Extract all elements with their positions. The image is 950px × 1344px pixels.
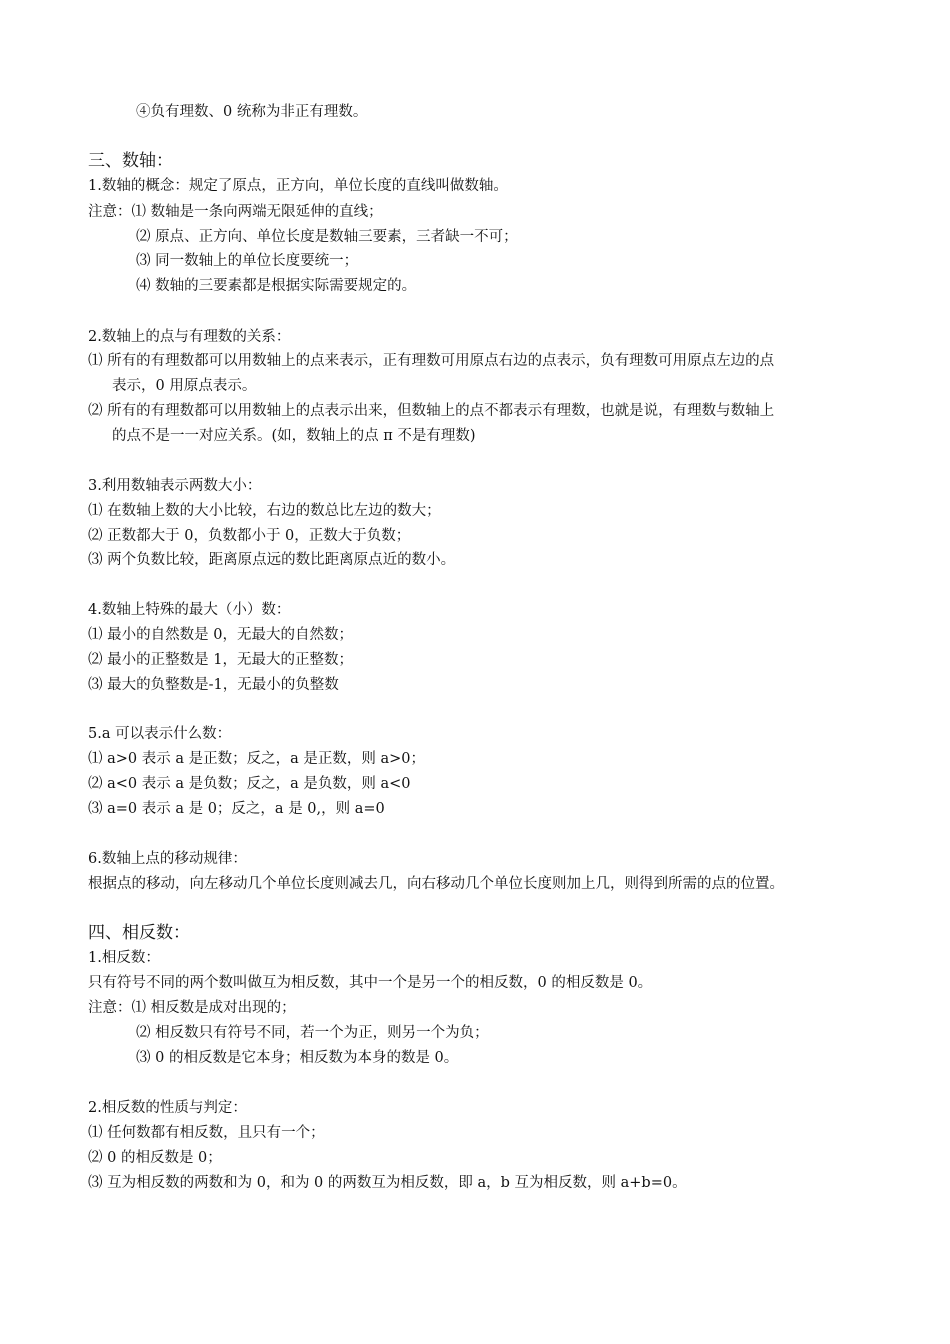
opposite-numbers-definition: 只有符号不同的两个数叫做互为相反数，其中一个是另一个的相反数，0 的相反数是 0。 bbox=[88, 975, 653, 991]
number-line-note-4: ⑷ 数轴的三要素都是根据实际需要规定的。 bbox=[136, 278, 417, 294]
special-numbers-title: 4.数轴上特殊的最大（小）数： bbox=[88, 602, 291, 618]
compare-item-1: ⑴ 在数轴上数的大小比较，右边的数总比左边的数大； bbox=[88, 503, 441, 519]
point-movement-title: 6.数轴上点的移动规律： bbox=[88, 851, 247, 867]
number-line-note-2: ⑵ 原点、正方向、单位长度是数轴三要素，三者缺一不可； bbox=[136, 229, 518, 245]
special-numbers-item-2: ⑵ 最小的正整数是 1，无最大的正整数； bbox=[88, 652, 353, 668]
compare-item-3: ⑶ 两个负数比较，距离原点远的数比距离原点近的数小。 bbox=[88, 552, 456, 568]
compare-title: 3.利用数轴表示两数大小： bbox=[88, 478, 262, 494]
number-line-concept: 1.数轴的概念：规定了原点，正方向，单位长度的直线叫做数轴。 bbox=[88, 178, 508, 194]
nonpositive-rational-item: ④负有理数、0 统称为非正有理数。 bbox=[136, 104, 368, 120]
variable-a-item-1: ⑴ a>0 表示 a 是正数；反之，a 是正数，则 a>0； bbox=[88, 751, 425, 767]
point-rational-relation-1a: ⑴ 所有的有理数都可以用数轴上的点来表示，正有理数可用原点右边的点表示，负有理数可用原点左边的点 bbox=[88, 353, 775, 369]
special-numbers-item-1: ⑴ 最小的自然数是 0，无最大的自然数； bbox=[88, 627, 353, 643]
number-line-note-1: 注意：⑴ 数轴是一条向两端无限延伸的直线； bbox=[88, 204, 383, 220]
opposite-numbers-note-1: 注意：⑴ 相反数是成对出现的； bbox=[88, 1000, 296, 1016]
variable-a-item-3: ⑶ a=0 表示 a 是 0；反之，a 是 0,，则 a=0 bbox=[88, 801, 385, 817]
number-line-note-3: ⑶ 同一数轴上的单位长度要统一； bbox=[136, 253, 359, 269]
opposite-properties-item-2: ⑵ 0 的相反数是 0； bbox=[88, 1150, 222, 1166]
section-opposite-numbers-title: 四、相反数： bbox=[88, 923, 190, 943]
point-rational-relation-title: 2.数轴上的点与有理数的关系： bbox=[88, 329, 291, 345]
opposite-numbers-note-3: ⑶ 0 的相反数是它本身；相反数为本身的数是 0。 bbox=[136, 1050, 459, 1066]
opposite-properties-item-3: ⑶ 互为相反数的两数和为 0，和为 0 的两数互为相反数，即 a，b 互为相反数，则 a+b=0。 bbox=[88, 1175, 687, 1191]
opposite-properties-item-1: ⑴ 任何数都有相反数，且只有一个； bbox=[88, 1125, 325, 1141]
opposite-properties-title: 2.相反数的性质与判定： bbox=[88, 1100, 247, 1116]
section-number-line-title: 三、数轴： bbox=[88, 151, 173, 171]
point-movement-text: 根据点的移动，向左移动几个单位长度则减去几，向右移动几个单位长度则加上几，则得到所需的点的位置。 bbox=[88, 876, 784, 892]
opposite-numbers-note-2: ⑵ 相反数只有符号不同，若一个为正，则另一个为负； bbox=[136, 1025, 489, 1041]
special-numbers-item-3: ⑶ 最大的负整数是-1，无最小的负整数 bbox=[88, 677, 339, 693]
variable-a-item-2: ⑵ a<0 表示 a 是负数；反之，a 是负数，则 a<0 bbox=[88, 776, 411, 792]
opposite-numbers-subtitle: 1.相反数： bbox=[88, 950, 160, 966]
point-rational-relation-1b: 表示，0 用原点表示。 bbox=[112, 378, 257, 394]
compare-item-2: ⑵ 正数都大于 0，负数都小于 0，正数大于负数； bbox=[88, 528, 411, 544]
variable-a-title: 5.a 可以表示什么数： bbox=[88, 726, 232, 742]
point-rational-relation-2a: ⑵ 所有的有理数都可以用数轴上的点表示出来，但数轴上的点不都表示有理数，也就是说，有理数与数轴上 bbox=[88, 403, 775, 419]
point-rational-relation-2b: 的点不是一一对应关系。(如，数轴上的点 π 不是有理数) bbox=[112, 428, 476, 444]
